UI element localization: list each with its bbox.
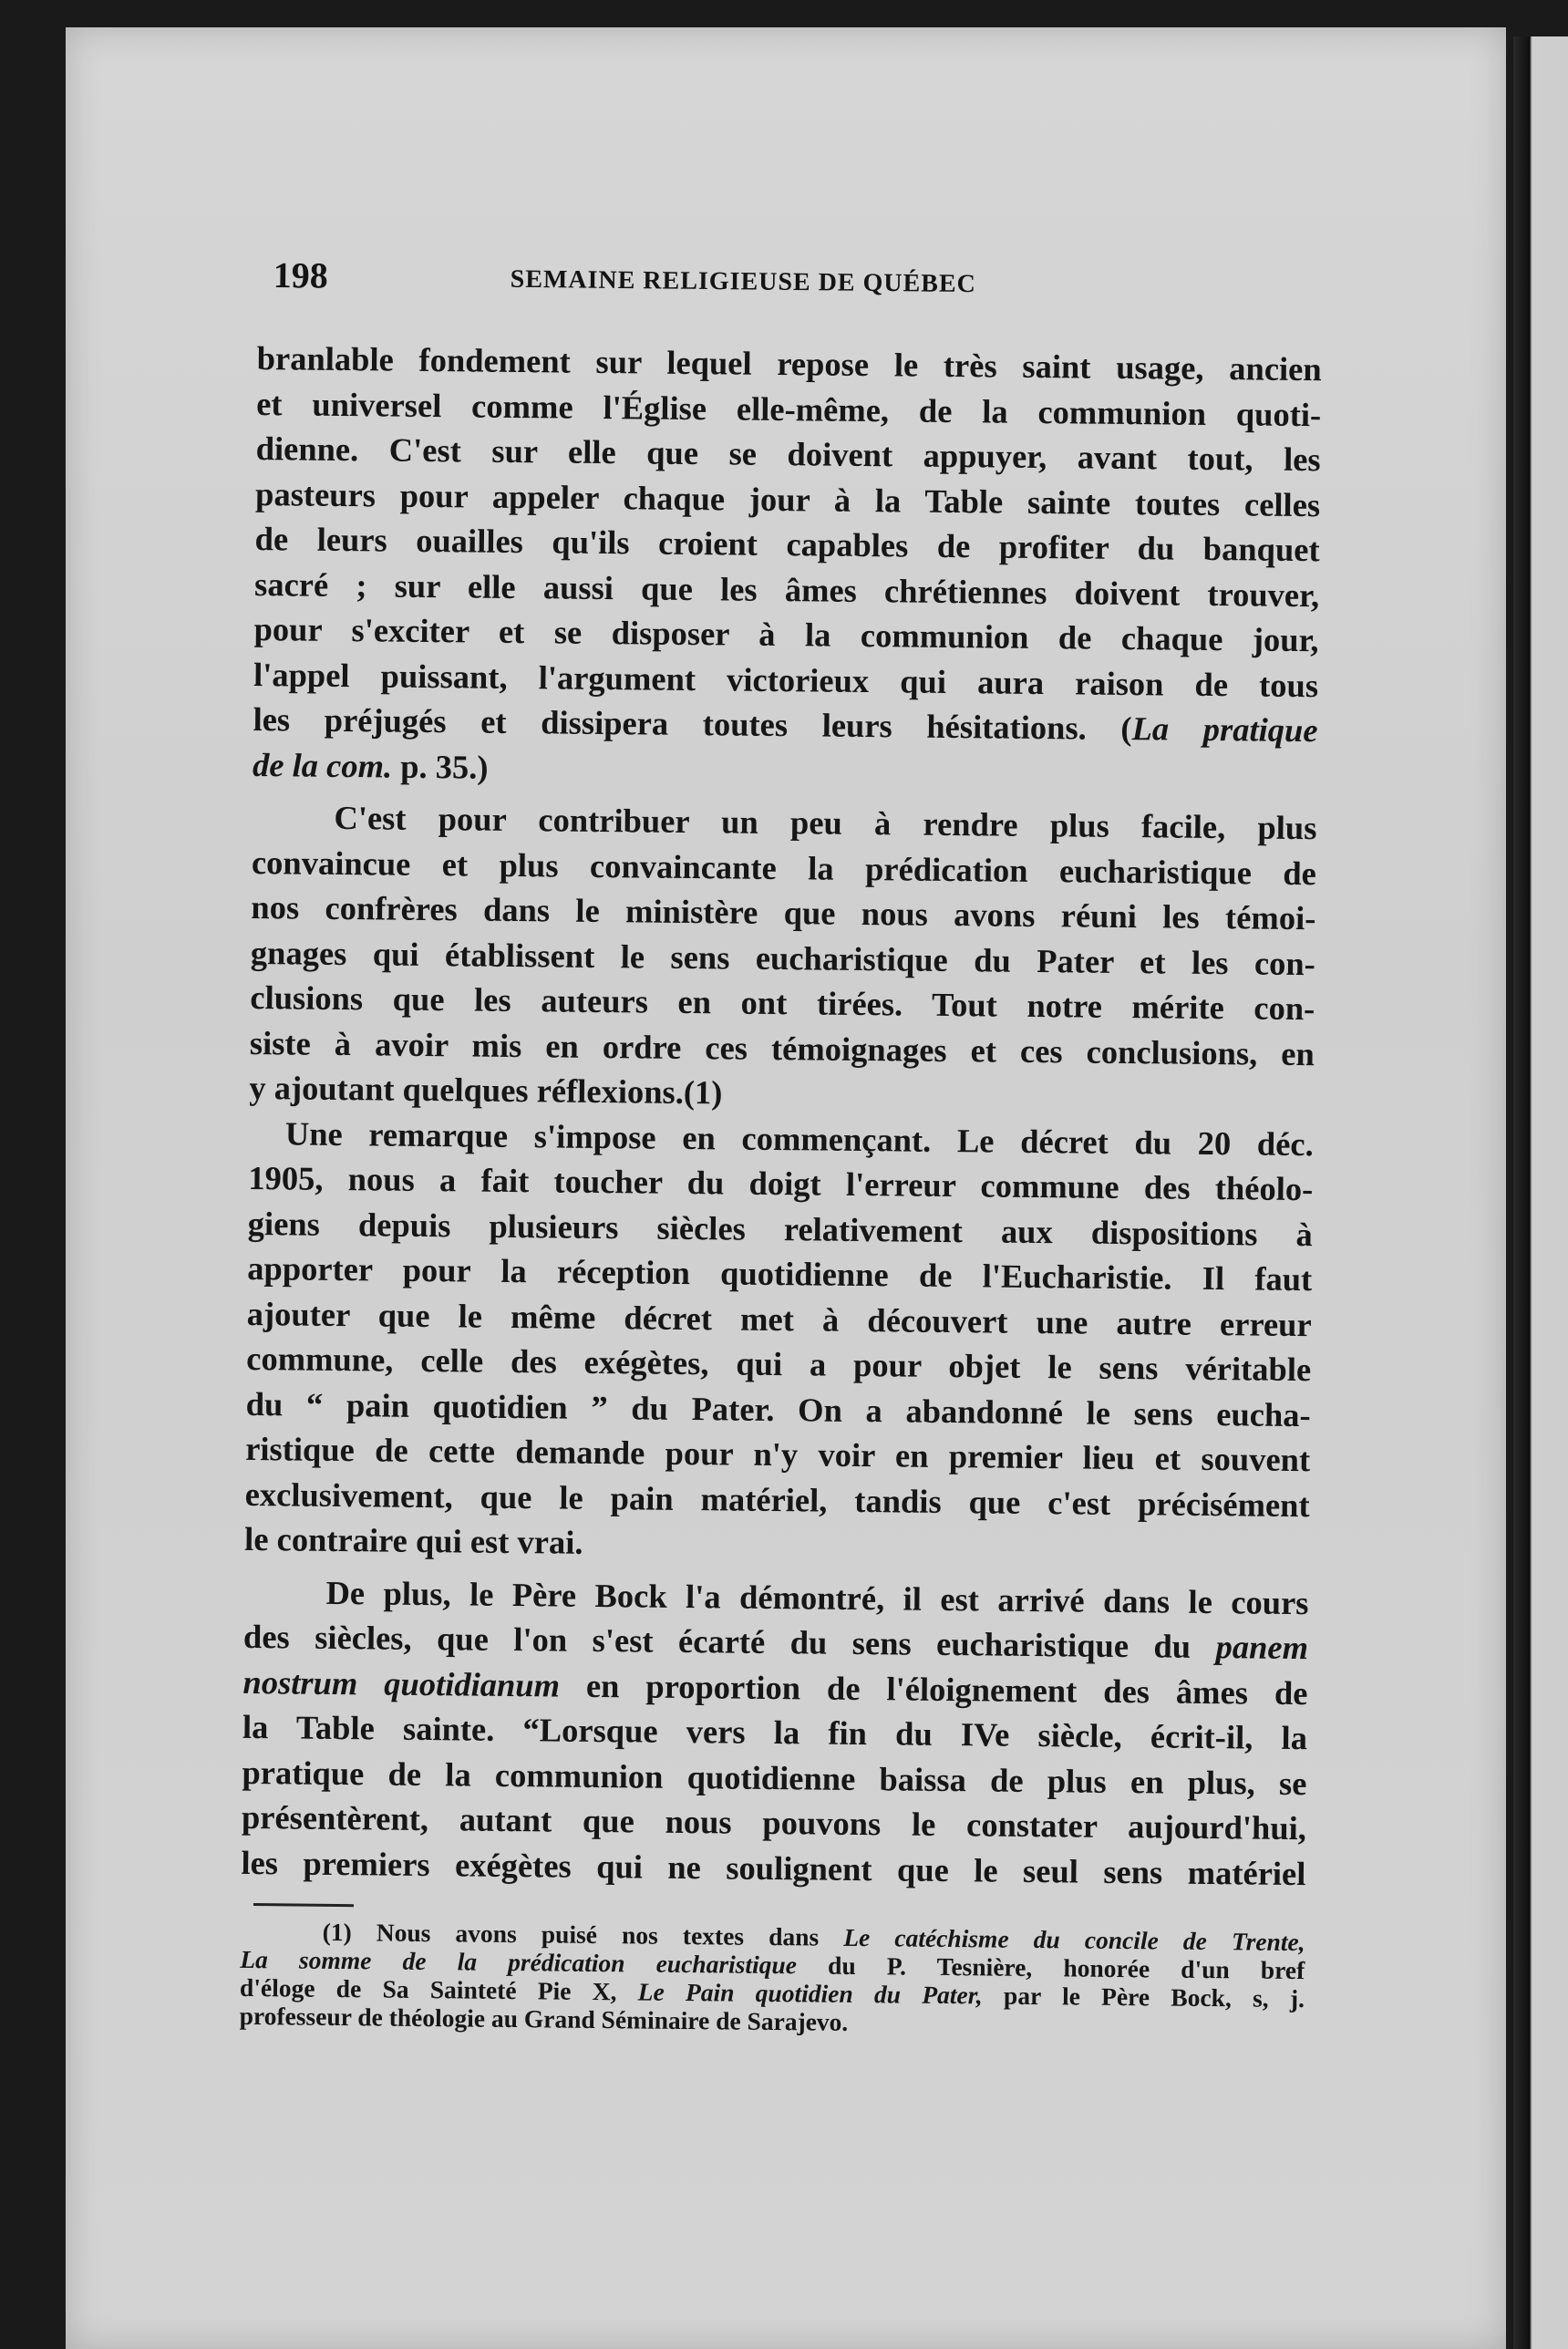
text-line: exclusivement, que le pain matériel, tandis que c'est précisément (244, 1475, 1310, 1524)
footnote (240, 1917, 1305, 2041)
footnote-line: professeur de théologie au Grand Séminaire de Sarajevo. (239, 2001, 849, 2036)
text-line: ristique de cette demande pour n'y voir en premier lieu et souvent (245, 1429, 1311, 1479)
text-line: clusions que les auteurs en ont tirées. Tout notre mérite con- (250, 978, 1315, 1028)
text-line: apporter pour la réception quotidienne de l'Eucharistie. Il faut (247, 1248, 1313, 1299)
text-line: branlable fondement sur lequel repose le très saint usage, ancien (256, 338, 1322, 388)
adjacent-page-edge (1513, 36, 1568, 2349)
text-line: Une remarque s'impose en commençant. Le décret du 20 déc. (284, 1113, 1314, 1163)
text-line: du “ pain quotidien ” du Pater. On a abandonné le sens eucha- (245, 1384, 1311, 1433)
running-head: SEMAINE RELIGIEUSE DE QUÉBEC (510, 264, 976, 299)
paragraph-3 (244, 1110, 1314, 1572)
text-line: ajouter que le même décret met à découvert une autre erreur (246, 1294, 1312, 1343)
text-line: pasteurs pour appeler chaque jour à la Table sainte toutes celles (254, 474, 1321, 523)
text-line: le contraire qui est vrai. (243, 1519, 583, 1561)
text-line: dienne. C'est sur elle que se doivent appuyer, avant tout, les (255, 429, 1321, 479)
text-line: les premiers exégètes qui ne soulignent que le seul sens matériel (241, 1843, 1306, 1892)
paragraph-2 (249, 794, 1317, 1122)
citation-title: Le Pain quotidien du Pater, (637, 1977, 983, 2010)
text-run: d'éloge de Sa Sainteté Pie X, (239, 1972, 638, 2006)
paragraph-4 (241, 1568, 1309, 1896)
text-line: la Table sainte. “Lorsque vers la fin du IVe siècle, écrit-il, la (242, 1707, 1308, 1757)
text-line: 1905, nous a fait toucher du doigt l'erreur commune des théolo- (248, 1158, 1314, 1208)
text-line: y ajoutant quelques réflexions.(1) (249, 1068, 723, 1112)
text-run: (1) Nous avons puisé nos textes dans (322, 1917, 844, 1951)
text-line: siste à avoir mis en ordre ces témoignages et ces conclusions, en (249, 1023, 1315, 1072)
text-line: de leurs ouailles qu'ils croient capables de profiter du banquet (254, 519, 1320, 569)
footnote-rule (253, 1903, 354, 1907)
text-line: C'est pour contribuer un peu à rendre plus facile, plus (334, 798, 1317, 847)
citation-title: de la com. (252, 745, 393, 785)
citation-title: Le catéchisme du concile de Trente, (843, 1922, 1305, 1957)
citation-title: La somme de la prédication eucharistique (240, 1944, 798, 1980)
text-line: convaincue et plus convaincante la prédication eucharistique de (251, 843, 1317, 892)
text-run: en proportion de l'éloignement des âmes de (559, 1666, 1308, 1712)
latin-phrase: panem (1215, 1628, 1309, 1667)
text-line: et universel comme l'Église elle-même, de la communion quoti- (256, 384, 1322, 433)
text-run: les préjugés et dissipera toutes leurs hésitations. ( (253, 699, 1132, 748)
latin-phrase: nostrum quotidianum (242, 1662, 561, 1704)
text-run: du P. Tesnière, honorée d'un bref (796, 1951, 1305, 1985)
text-line: pratique de la communion quotidienne baissa de plus en plus, se (242, 1753, 1307, 1802)
text-line: De plus, le Père Bock l'a démontré, il est arrivé dans le cours (325, 1573, 1309, 1621)
paragraph-1 (253, 336, 1322, 798)
text-line: commune, celle des exégètes, qui a pour objet le sens véritable (246, 1339, 1312, 1389)
page-number: 198 (273, 254, 328, 296)
text-run: des siècles, que l'on s'est écarté du sens eucharistique du (242, 1617, 1216, 1666)
text-line: giens depuis plusieurs siècles relativement aux dispositions à (247, 1204, 1313, 1253)
text-line: gnages qui établissent le sens eucharistique du Pater et les con- (250, 933, 1316, 982)
text-run: p. 35.) (391, 747, 489, 786)
text-line: l'appel puissant, l'argument victorieux qui aura raison de tous (253, 655, 1319, 704)
text-line: nos confrères dans le ministère que nous avons réuni les témoi- (251, 887, 1316, 937)
text-line: sacré ; sur elle aussi que les âmes chrétiennes doivent trouver, (253, 564, 1320, 614)
text-line: présentèrent, autant que nous pouvons le constater aujourd'hui, (241, 1797, 1307, 1847)
citation-title: La pratique (1131, 709, 1318, 750)
body-text (240, 336, 1322, 2041)
text-run: par le Père Bock, s, j. (982, 1981, 1305, 2013)
text-line: pour s'exciter et se disposer à la communion de chaque jour, (253, 609, 1319, 659)
